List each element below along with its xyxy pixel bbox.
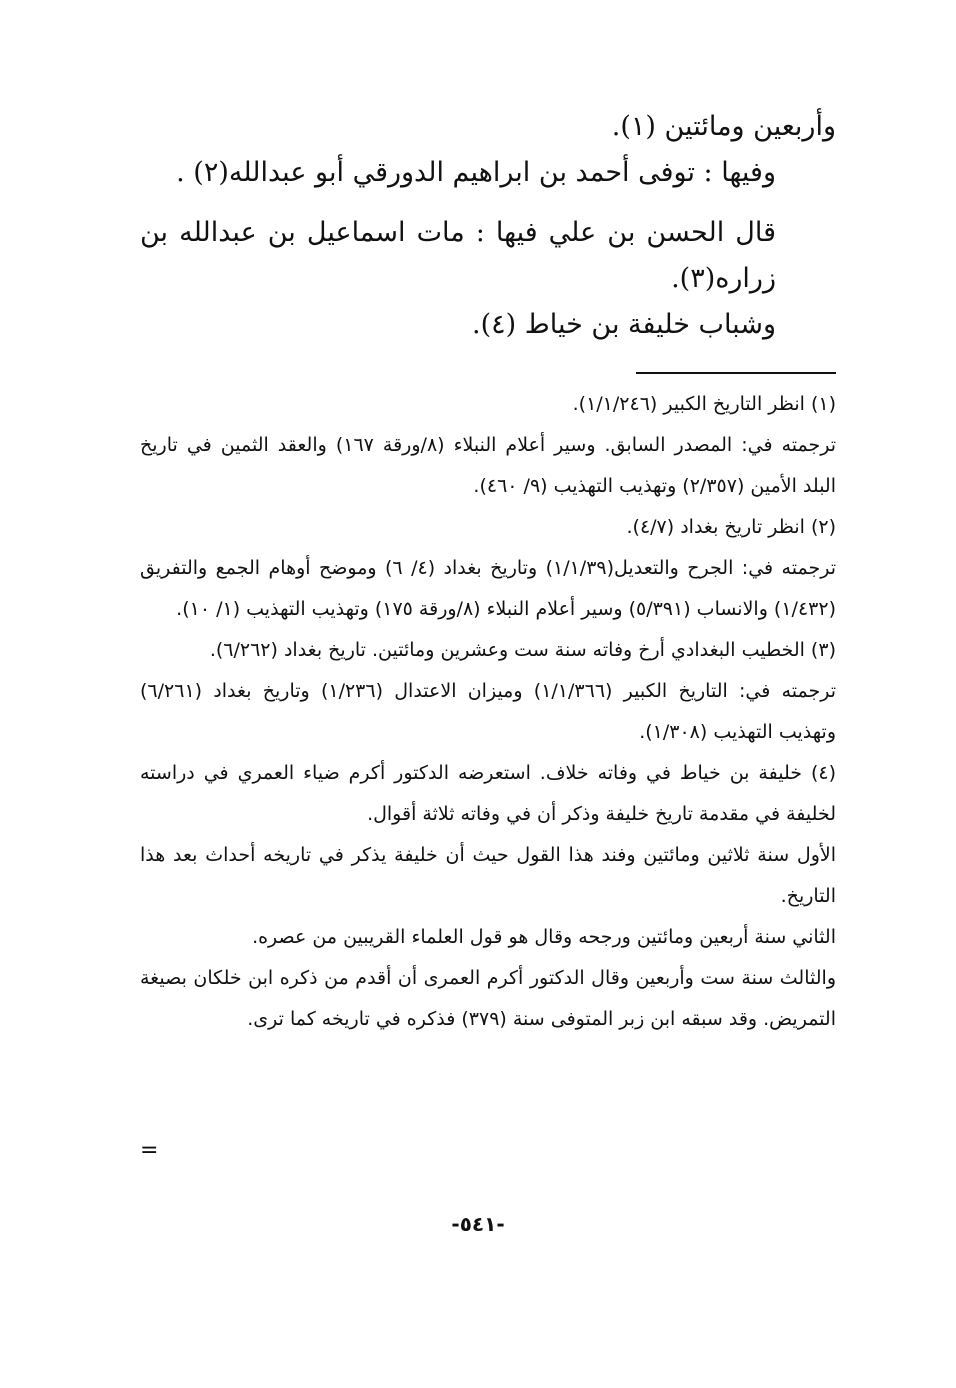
footnotes-block [140,384,836,1040]
footnote-3-biography: ترجمته في: التاريخ الكبير (١/١/٣٦٦) وميزان الاعتدال (١/٢٣٦) وتاريخ بغداد (٦/٢٦١) وتهذيب التهذيب (١/٣٠٨). [140,680,836,743]
main-text-line-1: وأربعين ومائتين (١). [611,111,836,142]
footnote-4-reference: (٤) خليفة بن خياط في وفاته خلاف. استعرضه الدكتور أكرم ضياء العمري في دراسته لخليفة في مقدمة تاريخ خليفة وذكر أن في وفاته ثلاثة أقوال. [140,762,836,825]
continuation-mark: = [140,1138,159,1163]
main-text-line-4: وشباب خليفة بن خياط (٤). [472,309,776,340]
footnote-3-reference: (٣) الخطيب البغدادي أرخ وفاته سنة ست وعشرين ومائتين. تاريخ بغداد (٦/٢٦٢). [209,639,836,661]
footnote-4-first-opinion: الأول سنة ثلاثين ومائتين وفند هذا القول حيث أن خليفة يذكر في تاريخه أحداث بعد هذا التاريخ. [140,844,836,907]
footnote-1-reference: (١) انظر التاريخ الكبير (١/١/٢٤٦). [572,393,836,415]
footnote-1-biography: ترجمته في: المصدر السابق. وسير أعلام النبلاء (٨/ورقة ١٦٧) والعقد الثمين في تاريخ البلد الأمين (٢/٣٥٧) وتهذيب التهذيب (٩/ ٤٦٠). [140,434,837,497]
footnote-4-third-opinion: والثالث سنة ست وأربعين وقال الدكتور أكرم العمرى أن أقدم من ذكره ابن خلكان بصيغة التمريض. وقد سبقه ابن زبر المتوفى سنة (٣٧٩) فذكره في تاريخه كما ترى. [140,967,836,1030]
main-text-block [140,104,836,348]
main-text-line-3: قال الحسن بن علي فيها : مات اسماعيل بن عبدالله بن زراره(٣). [140,217,776,294]
footnote-2-biography: ترجمته في: الجرح والتعديل(١/١/٣٩) وتاريخ بغداد (٤/ ٦) وموضح أوهام الجمع والتفريق (١/٤٣٢) والانساب (٥/٣٩١) وسير أعلام النبلاء (٨/ورقة ١٧٥) وتهذيب التهذيب (١/ ١٠). [140,557,836,620]
footnote-separator-rule [636,372,836,374]
footnote-2-reference: (٢) انظر تاريخ بغداد (٤/٧). [626,516,836,538]
footnote-4-second-opinion: الثاني سنة أربعين ومائتين ورجحه وقال هو قول العلماء القريبين من عصره. [252,926,836,948]
main-text-line-2: وفيها : توفى أحمد بن ابراهيم الدورقي أبو عبدالله(٢) . [176,157,776,188]
page-number: -٥٤١- [451,1212,505,1236]
